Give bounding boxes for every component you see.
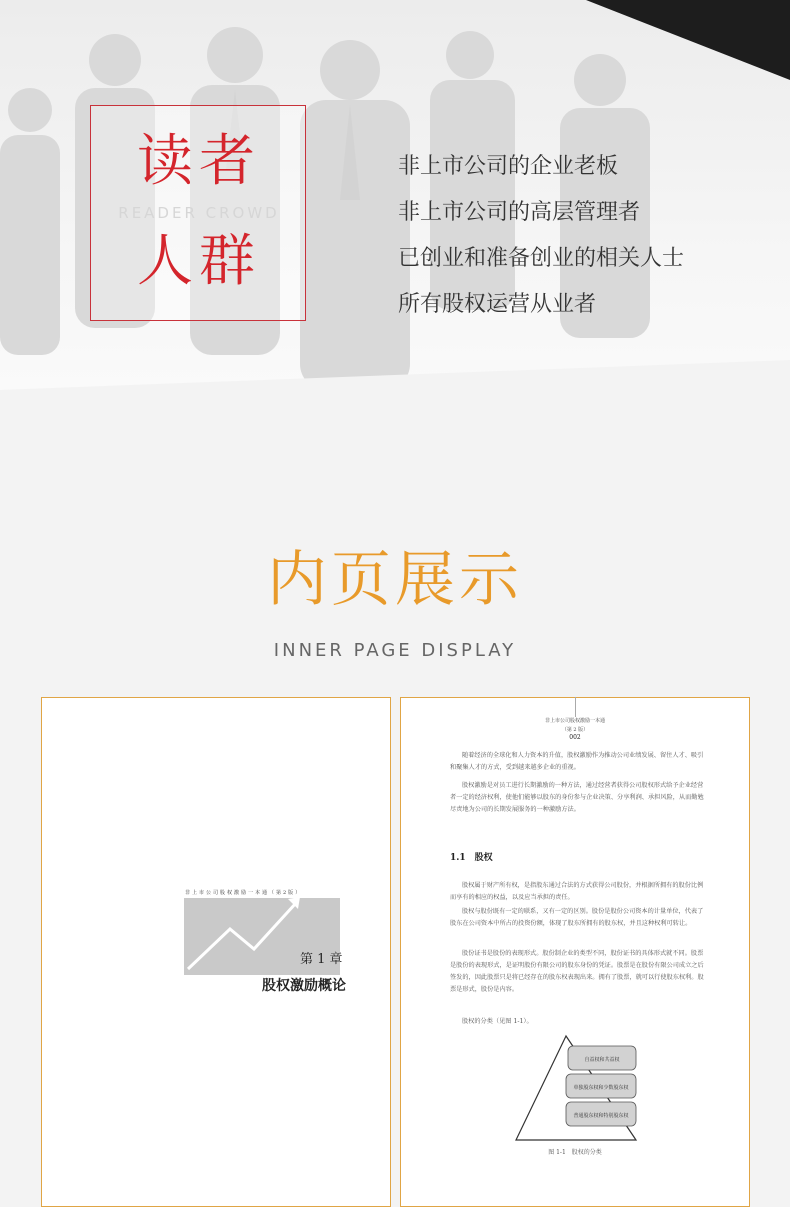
right-page-number: 002 (569, 734, 581, 741)
pyramid-level: 单独股东权和少数股东权 (573, 1085, 629, 1091)
chapter-number: 第 1 章 (300, 952, 343, 967)
page-top-rule (575, 697, 576, 717)
figure-caption: 图 1-1 股权的分类 (548, 1149, 602, 1156)
body-paragraph: 股权的分类（见图 1-1）。 (462, 1018, 533, 1025)
pyramid-level: 自益权和共益权 (584, 1057, 620, 1063)
body-paragraph: 股权属于财产所有权，是指股东通过合法的方式获得公司股份，并根据所拥有的股份比例而享有的相应的权益，以及应当承担的责任。 (450, 882, 704, 901)
body-paragraph: 股份证书是股份的表现形式。股份制企业的类型不同，股份证书的具体形式就不同。股票是股份的表现形式，是证明股份有限公司的股东身份的凭证。股票是在股份有限公司成立之后签发的，因此股票只是将已经存在的股东权表现出来。拥有了股票，就可以行使股东权利。股票是形式，股份是内容。 (450, 950, 704, 993)
audience-item: 非上市公司的企业老板 (398, 154, 619, 179)
body-paragraph: 股权与股份既有一定的联系，又有一定的区别。股份是股份公司资本的计量单位，代表了股东在公司资本中所占的投资份额，体现了股东所拥有的股东权，并且这种权利可转让。 (450, 908, 704, 927)
inner-page-title: 内页展示 (267, 545, 523, 615)
right-page-edition: （第 2 版） (561, 727, 589, 733)
audience-list (398, 150, 684, 334)
equity-classification-diagram (512, 1032, 642, 1144)
reader-crowd-box (90, 105, 306, 321)
body-paragraph: 随着经济的全球化和人力资本的升值，股权激励作为推动公司业绩发展、留住人才、吸引和聚集人才的方式，受到越来越多企业的重视。 (450, 752, 704, 771)
section-heading: 1.1 股权 (450, 853, 493, 863)
body-paragraph: 股权激励是对员工进行长期激励的一种方法，通过经营者获得公司股权形式给予企业经营者一定的经济权利，使他们能够以股东的身份参与企业决策、分享利润、承担风险，从而勤勉尽责地为公司的长期发展服务的一种激励方法。 (450, 782, 704, 813)
reader-title-line1: 读者 (137, 129, 261, 194)
pyramid-level: 普通股东权和特别股东权 (573, 1113, 629, 1119)
audience-item: 非上市公司的高层管理者 (398, 200, 641, 225)
cover-caption: 非上市公司股权激励一本通（第2版） (185, 890, 303, 896)
reader-title-line2: 人群 (137, 229, 261, 294)
audience-item: 已创业和准备创业的相关人士 (398, 246, 685, 271)
chapter-title: 股权激励概论 (262, 978, 346, 994)
inner-page-subtitle: INNER PAGE DISPLAY (273, 640, 517, 661)
reader-subtitle: READER CROWD (118, 204, 280, 222)
audience-item: 所有股权运营从业者 (398, 292, 597, 317)
reader-section (0, 0, 790, 430)
right-page-header: 非上市公司股权激励一本通 (544, 718, 605, 724)
